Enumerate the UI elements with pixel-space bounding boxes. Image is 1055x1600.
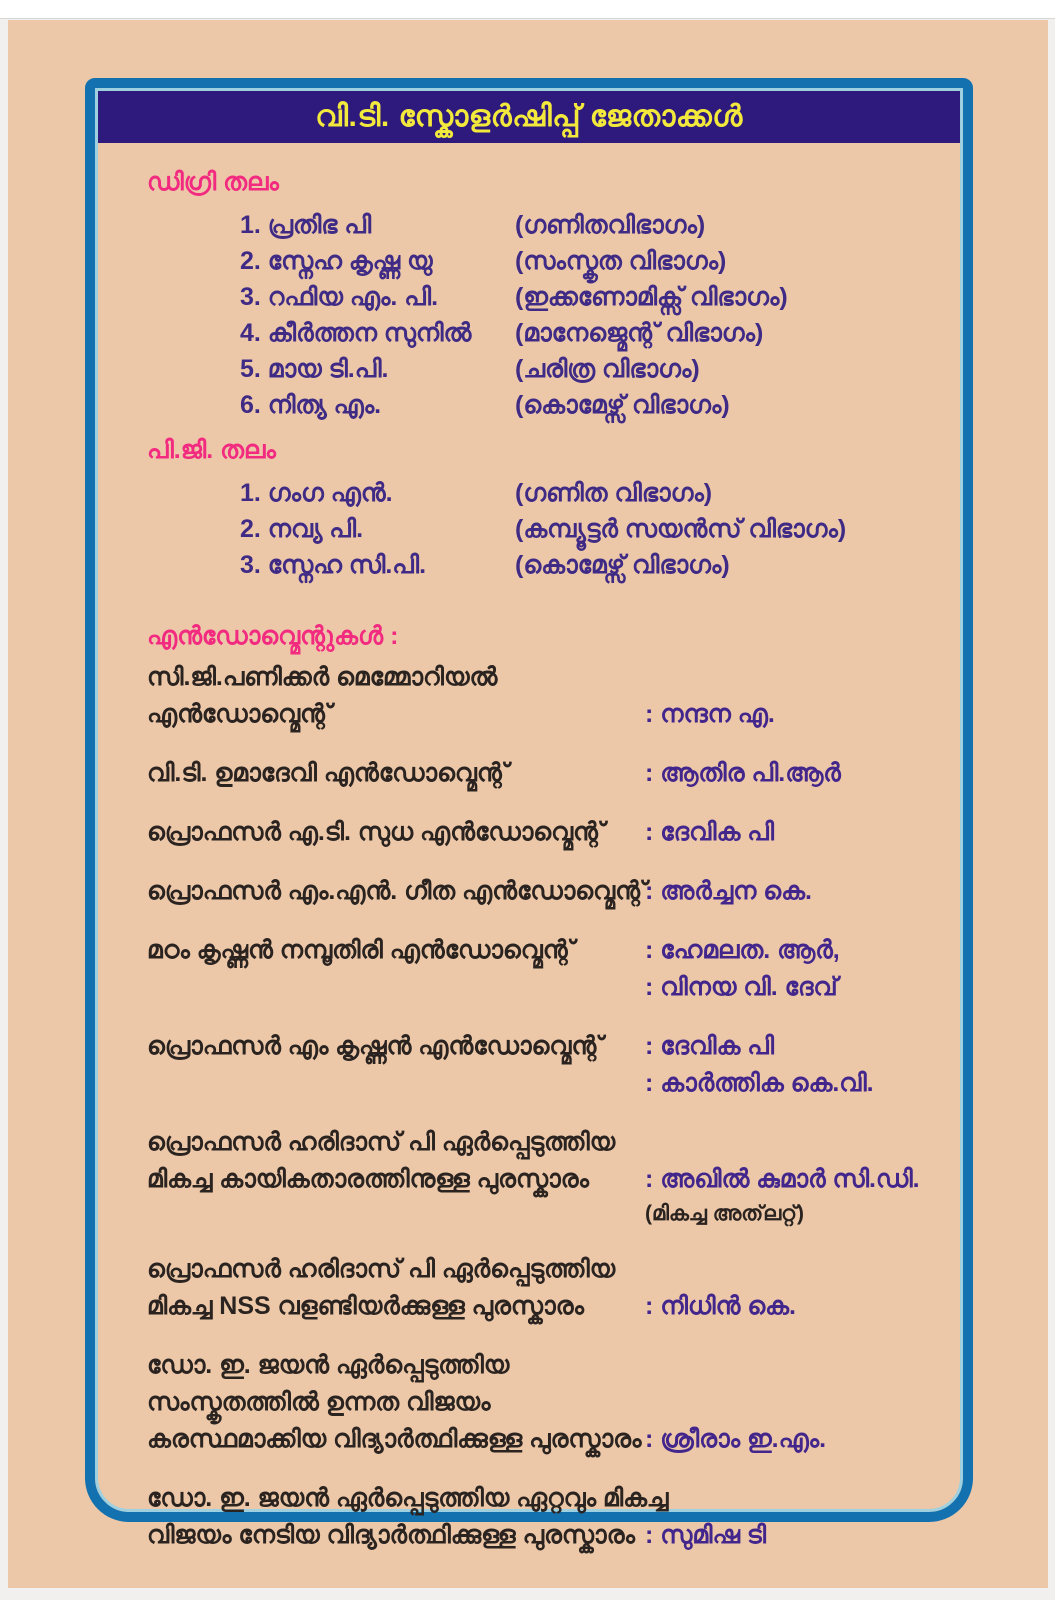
scholar-name: 6. നിത്യ എം. — [240, 391, 382, 419]
endowment-title-line: വി.ടി. ഉമാദേവി എൻഡോവ്മെന്റ് — [147, 759, 509, 787]
endowment-title — [147, 873, 935, 910]
winner-name: : സുമിഷ ടി — [645, 1521, 766, 1549]
scholar-name: 5. മായ ടി.പി. — [240, 355, 389, 383]
endowment-row — [147, 1480, 935, 1554]
scholar-row — [147, 475, 935, 511]
scholar-name: 1. പ്രതിഭ പി — [240, 211, 372, 239]
scholar-department: (മാനേജ്മെന്റ് വിഭാഗം) — [515, 319, 764, 347]
scholar-name: 3. റഫിയ എം. പി. — [240, 283, 439, 311]
scholar-list-pg — [147, 475, 935, 583]
endowment-title-line: മികച്ച കായികതാരത്തിനുള്ള പുരസ്കാരം — [147, 1165, 590, 1193]
endowment-row — [147, 1251, 935, 1325]
winner-note: (മികച്ച അത്‌ലറ്റ്) — [645, 1202, 805, 1225]
scholar-list-degree — [147, 207, 935, 423]
endowment-winners — [645, 1517, 766, 1554]
section-heading-endowments: എൻഡോവ്മെന്റുകൾ : — [147, 622, 399, 650]
endowment-title-line: പ്രൊഫസർ എ.ടി. സുധ എൻഡോവ്മെന്റ് — [147, 818, 605, 846]
scholar-department: (കൊമേഴ്സ് വിഭാഗം) — [515, 551, 730, 579]
endowment-row — [147, 1028, 935, 1102]
endowment-row — [147, 659, 935, 733]
endowment-title-line: മികച്ച NSS വളണ്ടിയർക്കുള്ള പുരസ്കാരം — [147, 1292, 584, 1320]
top-margin-strip — [0, 0, 1055, 19]
scholar-row — [147, 243, 935, 279]
winner-name: : ശ്രീരാം ഇ.എം. — [645, 1425, 827, 1453]
endowment-title-line: പ്രൊഫസർ ഹരിദാസ് പി ഏർപ്പെടുത്തിയ — [147, 1128, 616, 1156]
endowment-winners — [645, 696, 775, 733]
scholar-row — [147, 387, 935, 423]
endowment-title-line: പ്രൊഫസർ എം.എൻ. ഗീത എൻഡോവ്മെന്റ് — [147, 877, 647, 905]
endowment-title-line: മഠം കൃഷ്ണൻ നമ്പൂതിരി എൻഡോവ്മെന്റ് — [147, 936, 575, 964]
winner-name: : ആതിര പി.ആർ — [645, 759, 841, 787]
endowment-row — [147, 873, 935, 910]
scholar-name: 3. സ്നേഹ സി.പി. — [240, 551, 427, 579]
scholar-department: (കമ്പ്യൂട്ടർ സയൻസ് വിഭാഗം) — [515, 515, 847, 543]
scholar-department: (സംസ്കൃത വിഭാഗം) — [515, 247, 727, 275]
scholar-department: (ഇക്കണോമിക്സ് വിഭാഗം) — [515, 283, 788, 311]
section-heading-pg: പി.ജി. തലം — [147, 436, 276, 464]
endowment-row — [147, 1124, 935, 1229]
endowment-title-line: പ്രൊഫസർ എം കൃഷ്ണൻ എൻഡോവ്മെന്റ് — [147, 1032, 603, 1060]
notice-paper — [8, 20, 1048, 1588]
scholar-name: 4. കീർത്തന സുനിൽ — [240, 319, 472, 347]
endowment-title — [147, 1251, 935, 1325]
endowment-winners — [645, 1421, 826, 1458]
endowment-title — [147, 814, 935, 851]
scholar-department: (ഗണിത വിഭാഗം) — [515, 479, 713, 507]
endowment-title-line: ഡോ. ഇ. ജയൻ ഏർപ്പെടുത്തിയ — [147, 1351, 510, 1379]
endowment-title-line: പ്രൊഫസർ ഹരിദാസ് പി ഏർപ്പെടുത്തിയ — [147, 1255, 616, 1283]
endowment-winners — [645, 1028, 874, 1102]
endowment-winners — [645, 1161, 920, 1229]
scholar-name: 2. സ്നേഹ കൃഷ്ണ യു — [240, 247, 433, 275]
endowment-row — [147, 1347, 935, 1458]
winner-name: : ഹേമലത. ആർ, — [645, 936, 840, 964]
notice-content — [95, 143, 963, 1554]
endowment-row — [147, 932, 935, 1006]
scholar-name: 2. നവ്യ പി. — [240, 515, 364, 543]
endowment-title — [147, 1480, 935, 1554]
endowment-title-line: കരസ്ഥമാക്കിയ വിദ്യാർത്ഥിക്കുള്ള പുരസ്കാരം — [147, 1425, 642, 1453]
scholar-row — [147, 207, 935, 243]
endowment-winners — [645, 755, 841, 792]
winner-name: : വിനയ വി. ദേവ് — [645, 973, 838, 1001]
endowment-winners — [645, 1288, 796, 1325]
winner-name: : അർച്ചന കെ. — [645, 877, 812, 905]
endowment-winners — [645, 932, 840, 1006]
endowment-row — [147, 755, 935, 792]
title-band — [98, 91, 960, 143]
scholar-department: (ഗണിതവിഭാഗം) — [515, 211, 706, 239]
endowment-row — [147, 814, 935, 851]
endowment-list — [147, 659, 935, 1554]
winner-name: : അഖിൽ കുമാർ സി.ഡി. — [645, 1165, 920, 1193]
scholar-row — [147, 279, 935, 315]
endowment-title-line: വിജയം നേടിയ വിദ്യാർത്ഥിക്കുള്ള പുരസ്കാരം — [147, 1521, 635, 1549]
scholar-name: 1. ഗംഗ എൻ. — [240, 479, 393, 507]
winner-name: : ദേവിക പി — [645, 1032, 775, 1060]
section-heading-degree: ഡിഗ്രി തലം — [147, 168, 279, 196]
scholar-department: (ചരിത്ര വിഭാഗം) — [515, 355, 700, 383]
endowment-title-line: ഡോ. ഇ. ജയൻ ഏർപ്പെടുത്തിയ ഏറ്റവും മികച്ച — [147, 1484, 669, 1512]
page-title: വി.ടി. സ്കോളർഷിപ്പ് ജേതാക്കൾ — [315, 100, 743, 133]
endowment-title-line: സി.ജി.പണിക്കർ മെമ്മോറിയൽ — [147, 663, 498, 691]
winner-name: : നന്ദന എ. — [645, 700, 775, 728]
endowment-title-line: എൻഡോവ്മെന്റ് — [147, 700, 332, 728]
blue-border-frame — [85, 78, 973, 1549]
winner-name: : ദേവിക പി — [645, 818, 775, 846]
scholar-row — [147, 315, 935, 351]
winner-name: : കാർത്തിക കെ.വി. — [645, 1069, 874, 1097]
scholar-row — [147, 351, 935, 387]
endowment-winners — [645, 814, 774, 851]
endowment-winners — [645, 873, 812, 910]
scholar-row — [147, 547, 935, 583]
scholar-department: (കൊമേഴ്സ് വിഭാഗം) — [515, 391, 730, 419]
scholar-row — [147, 511, 935, 547]
endowment-title — [147, 659, 935, 733]
endowment-title-line: സംസ്കൃതത്തിൽ ഉന്നത വിജയം — [147, 1388, 491, 1416]
winner-name: : നിധിൻ കെ. — [645, 1292, 796, 1320]
